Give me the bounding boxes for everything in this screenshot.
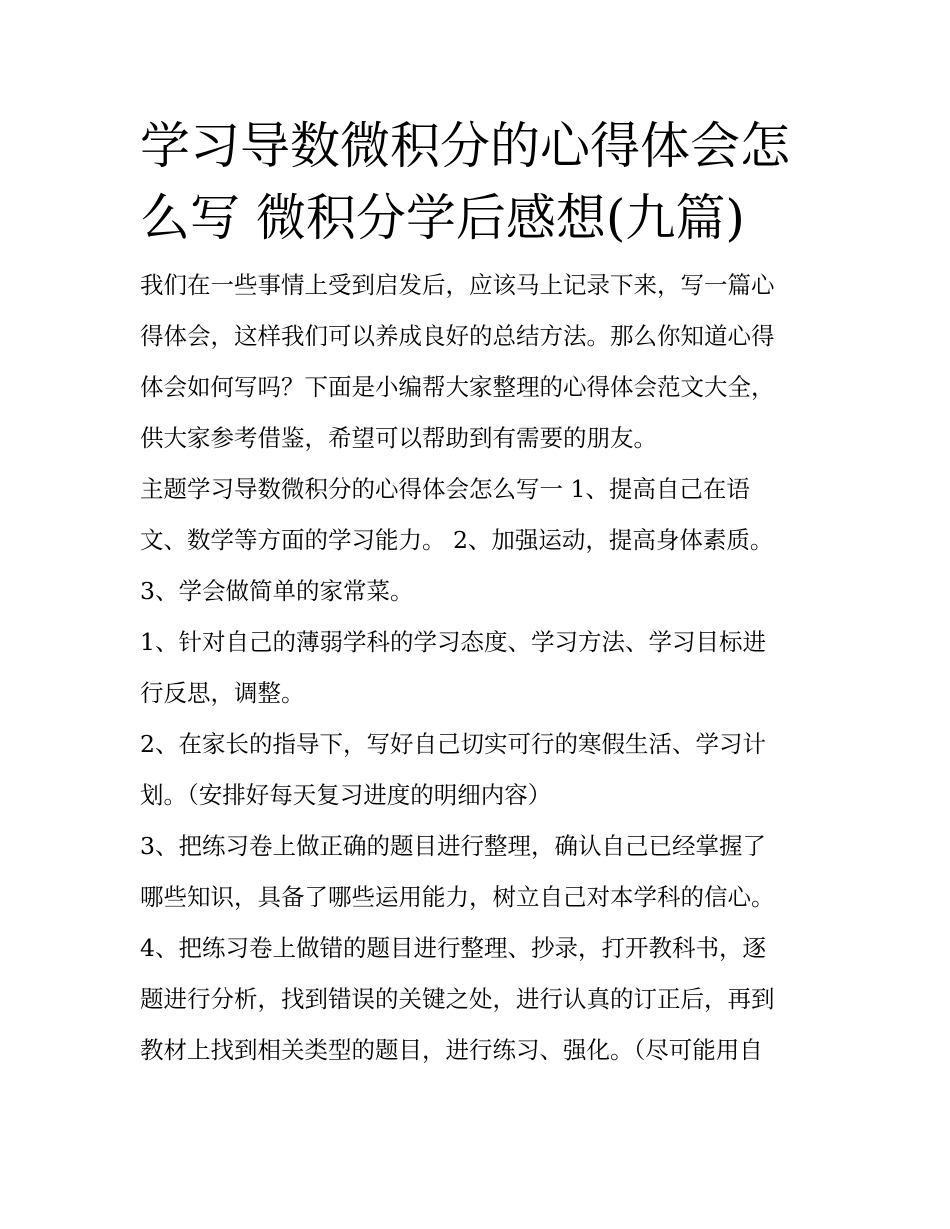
text-line: 哪些知识，具备了哪些运用能力，树立自己对本学科的信心。 xyxy=(140,883,775,911)
text-line: 供大家参考借鉴，希望可以帮助到有需要的朋友。 xyxy=(140,424,657,452)
text-line: 3、学会做简单的家常菜。 xyxy=(140,577,414,605)
list-item-2 xyxy=(140,719,820,821)
list-item-4 xyxy=(140,923,820,1076)
title-line-2: 么写 微积分学后感想(九篇) xyxy=(140,189,745,247)
text-line: 2、在家长的指导下，写好自己切实可行的寒假生活、学习计 xyxy=(140,730,766,758)
text-line: 题进行分析，找到错误的关键之处，进行认真的订正后，再到 xyxy=(140,985,775,1013)
text-line: 主题学习导数微积分的心得体会怎么写一 1、提高自己在语 xyxy=(140,475,750,503)
document-body xyxy=(140,260,820,1076)
text-line: 行反思，调整。 xyxy=(140,679,305,707)
document-page xyxy=(140,110,820,1076)
intro-paragraph xyxy=(140,260,820,464)
title-line-1: 学习导数微积分的心得体会怎 xyxy=(140,117,790,175)
document-title xyxy=(140,110,820,254)
text-line: 1、针对自己的薄弱学科的学习态度、学习方法、学习目标进 xyxy=(140,628,766,656)
text-line: 4、把练习卷上做错的题目进行整理、抄录，打开教科书，逐 xyxy=(140,934,766,962)
text-line: 文、数学等方面的学习能力。 2、加强运动，提高身体素质。 xyxy=(140,526,774,554)
text-line: 教材上找到相关类型的题目，进行练习、强化。（尽可能用自 xyxy=(140,1036,763,1064)
text-line: 3、把练习卷上做正确的题目进行整理，确认自己已经掌握了 xyxy=(140,832,766,860)
list-item-1 xyxy=(140,617,820,719)
text-line: 我们在一些事情上受到启发后，应该马上记录下来，写一篇心 xyxy=(140,271,775,299)
text-line: 划。（安排好每天复习进度的明细内容） xyxy=(140,781,552,809)
text-line: 体会如何写吗？下面是小编帮大家整理的心得体会范文大全， xyxy=(140,373,775,401)
topic-paragraph xyxy=(140,464,820,617)
list-item-3 xyxy=(140,821,820,923)
text-line: 得体会，这样我们可以养成良好的总结方法。那么你知道心得 xyxy=(140,322,775,350)
